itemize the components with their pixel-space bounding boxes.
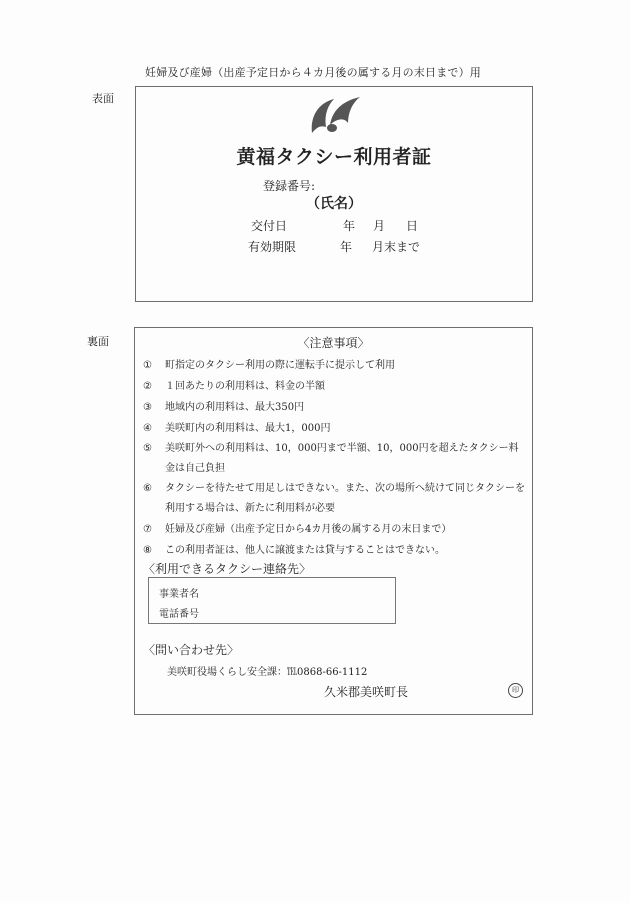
phone-number-label: 電話番号 [159,609,199,620]
registration-number-label: 登録番号: [263,179,316,193]
expiry-year-label: 年 [340,240,353,254]
notice-title: 〈注意事項〉 [297,336,370,350]
notice-item-4: ④ 美咲町内の利用料は、最大1，000円 [143,423,331,434]
taxi-contact-title: 〈利用できるタクシー連絡先〉 [143,562,312,576]
operator-name-label: 事業者名 [159,589,199,600]
taxi-contact-box [148,577,396,624]
back-side-label: 裏面 [87,335,109,348]
front-side-label: 表面 [92,92,114,105]
seal-icon: 印 [508,683,523,698]
inquiry-title: 〈問い合わせ先〉 [143,643,240,657]
expiry-month-end-label: 月末まで [372,240,421,254]
back-card [134,327,533,715]
notice-item-6-cont: 利用する場合は、新たに利用料が必要 [165,503,335,514]
issue-month-label: 月 [373,219,386,233]
header-note: 妊婦及び産婦（出産予定日から４カ月後の属する月の末日まで）用 [145,66,481,79]
issue-year-label: 年 [343,219,356,233]
town-emblem-icon [308,95,364,135]
issue-day-label: 日 [406,219,419,233]
notice-item-5: ⑤ 美咲町外への利用料は、10，000円まで半額、10，000円を超えたタクシー料 [143,443,519,454]
front-card [135,86,533,302]
issue-date-label: 交付日 [251,219,288,233]
issuer-name: 久米郡美咲町長 [324,685,409,699]
expiry-label: 有効期限 [248,240,297,254]
inquiry-contact: 美咲町役場くらし安全課：℡0868-66-1112 [167,667,368,678]
card-title: 黄福タクシー利用者証 [236,146,432,168]
notice-item-1: ① 町指定のタクシー利用の際に運転手に提示して利用 [143,360,395,371]
name-label: （氏名） [306,196,362,212]
notice-item-2: ② １回あたりの利用料は、料金の半額 [143,381,325,392]
notice-item-5-cont: 金は自己負担 [165,463,225,474]
notice-item-3: ③ 地域内の利用料は、最大350円 [143,402,305,413]
notice-item-7: ⑦ 妊婦及び産婦（出産予定日から4カ月後の属する月の末日まで） [143,524,452,535]
notice-item-6: ⑥ タクシーを待たせて用足しはできない。また、次の場所へ続けて同じタクシーを [143,483,525,494]
notice-item-8: ⑧ この利用者証は、他人に譲渡または貸与することはできない。 [143,545,445,556]
